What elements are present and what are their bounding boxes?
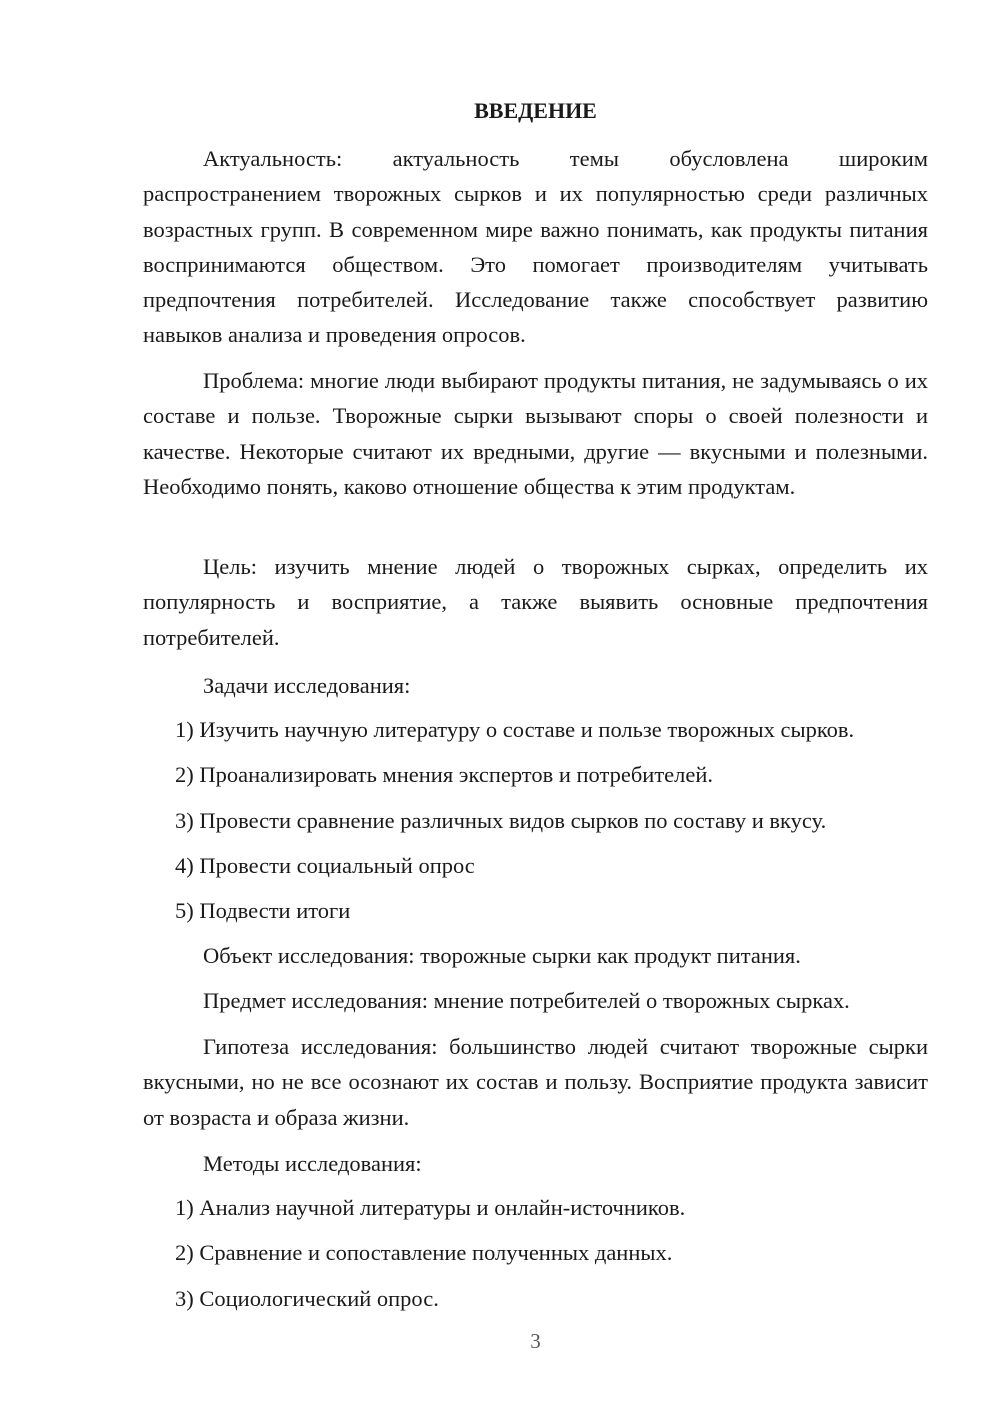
page-number: 3 [530, 1329, 541, 1353]
method-item-3: 3) Социологический опрос. [175, 1286, 439, 1311]
method-item-2: 2) Сравнение и сопоставление полученных данных. [175, 1240, 673, 1265]
paragraph-problem: Проблема: многие люди выбирают продукты питания, не задумываясь о их составе и пользе. Творожные сырки вызывают споры о своей полезности и качестве. Некоторые считают их вредными, другие — вкусными и полезными. Необходимо понять, каково отношение общества к этим продуктам. [143, 368, 928, 499]
task-item-5: 5) Подвести итоги [175, 898, 351, 923]
method-item-1: 1) Анализ научной литературы и онлайн-источников. [175, 1195, 686, 1220]
paragraph-subject: Предмет исследования: мнение потребителей о творожных сырках. [203, 988, 850, 1013]
tasks-heading: Задачи исследования: [203, 673, 411, 698]
paragraph-relevance: Актуальность: актуальность темы обусловлена широким распространением творожных сырков и их популярностью среди различных возрастных групп. В современном мире важно понимать, как продукты питания воспринимаются обществом. Это помогает производителям учитывать предпочтения потребителей. Исследование также способствует развитию навыков анализа и проведения опросов. [143, 146, 928, 348]
paragraph-object: Объект исследования: творожные сырки как продукт питания. [203, 943, 801, 968]
paragraph-goal: Цель: изучить мнение людей о творожных сырках, определить их популярность и восприятие, а также выявить основные предпочтения потребителей. [143, 554, 928, 650]
methods-heading: Методы исследования: [203, 1151, 422, 1176]
task-item-1: 1) Изучить научную литературу о составе и пользе творожных сырков. [175, 717, 855, 742]
section-title: ВВЕДЕНИЕ [474, 98, 597, 123]
task-item-4: 4) Провести социальный опрос [175, 853, 475, 878]
task-item-2: 2) Проанализировать мнения экспертов и потребителей. [175, 762, 714, 787]
task-item-3: 3) Провести сравнение различных видов сырков по составу и вкусу. [175, 808, 827, 833]
paragraph-hypothesis: Гипотеза исследования: большинство людей считают творожные сырки вкусными, но не все осознают их состав и пользу. Восприятие продукта зависит от возраста и образа жизни. [143, 1034, 928, 1130]
